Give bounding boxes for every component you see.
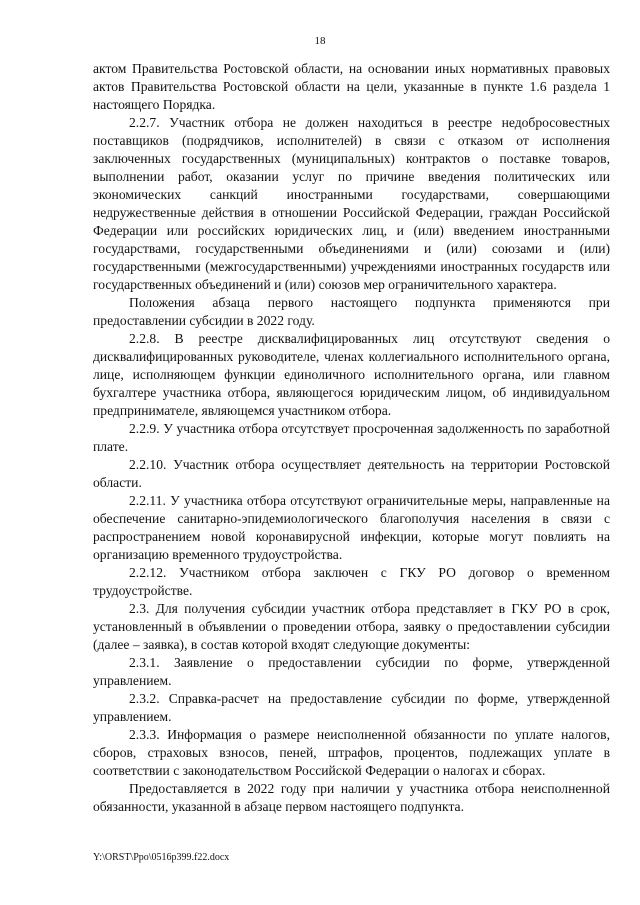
paragraph: 2.2.8. В реестре дисквалифицированных лиц отсутствуют сведения о дисквалифицированных руководителе, членах коллегиального исполнительного органа, лице, исполняющем функции единоличного исполнительного органа, или главном бухгалтере участника отбора, являющегося юридическим лицом, об индивидуальном предпринимателе, являющемся участником отбора. [93, 331, 610, 418]
paragraph: 2.2.11. У участника отбора отсутствуют ограничительные меры, направленные на обеспечение санитарно-эпидемиологического благополучия населения в связи с распространением новой коронавирусной инфекции, которые могут повлиять на организацию временного трудоустройства. [93, 493, 610, 562]
paragraph: Положения абзаца первого настоящего подпункта применяются при предоставлении субсидии в 2022 году. [93, 295, 610, 328]
paragraph: 2.2.9. У участника отбора отсутствует просроченная задолженность по заработной плате. [93, 421, 610, 454]
paragraph: 2.2.10. Участник отбора осуществляет деятельность на территории Ростовской области. [93, 457, 610, 490]
paragraph: 2.2.12. Участником отбора заключен с ГКУ РО договор о временном трудоустройстве. [93, 565, 610, 598]
paragraph: 2.3. Для получения субсидии участник отбора представляет в ГКУ РО в срок, установленный в объявлении о проведении отбора, заявку о предоставлении субсидии (далее – заявка), в состав которой входят следующие документы: [93, 601, 610, 652]
document-body [93, 60, 610, 816]
paragraph: Предоставляется в 2022 году при наличии у участника отбора неисполненной обязанности, указанной в абзаце первом настоящего подпункта. [93, 781, 610, 814]
paragraph: 2.3.3. Информация о размере неисполненной обязанности по уплате налогов, сборов, страховых взносов, пеней, штрафов, процентов, подлежащих уплате в соответствии с законодательством Российской Федерации о налогах и сборах. [93, 727, 610, 778]
paragraph: 2.2.7. Участник отбора не должен находиться в реестре недобросовестных поставщиков (подрядчиков, исполнителей) в связи с отказом от исполнения заключенных государственных (муниципальных) контрактов о поставке товаров, выполнении работ, оказании услуг по причине введения политических или экономических санкций иностранными государствами, совершающими недружественные действия в отношении Российской Федерации, граждан Российской Федерации или российских юридических лиц, и (или) введением иностранными государствами, государственными объединениями и (или) союзами и (или) государственными (межгосударственными) учреждениями иностранных государств или государственных объединений и (или) союзов мер ограничительного характера. [93, 115, 610, 292]
page-number: 18 [314, 35, 326, 47]
footer-file-path: Y:\ORST\Ppo\0516p399.f22.docx [93, 852, 230, 863]
paragraph: актом Правительства Ростовской области, на основании иных нормативных правовых актов Правительства Ростовской области на цели, указанные в пункте 1.6 раздела 1 настоящего Порядка. [93, 61, 610, 112]
paragraph: 2.3.1. Заявление о предоставлении субсидии по форме, утвержденной управлением. [93, 655, 610, 688]
paragraph: 2.3.2. Справка-расчет на предоставление субсидии по форме, утвержденной управлением. [93, 691, 610, 724]
